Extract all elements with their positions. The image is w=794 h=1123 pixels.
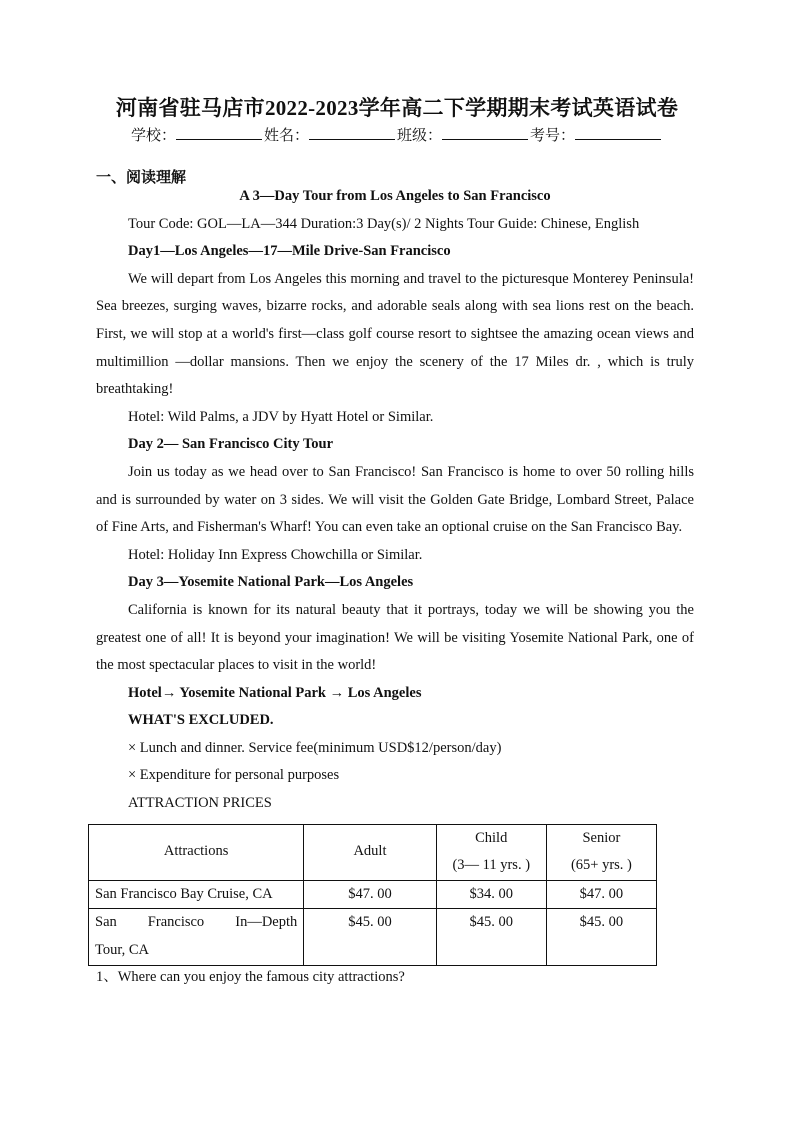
table-row: [89, 880, 657, 909]
day3-heading: Day 3—Yosemite National Park—Los Angeles: [128, 574, 414, 591]
day2-hotel: Hotel: Holiday Inn Express Chowchilla or Similar.: [128, 546, 423, 563]
question-1: 1、Where can you enjoy the famous city attractions?: [96, 968, 405, 985]
excluded-item-1: × Lunch and dinner. Service fee(minimum USD$12/person/day): [128, 739, 502, 756]
row-attraction-name: San Francisco Bay Cruise, CA: [89, 880, 304, 909]
excluded-heading: WHAT'S EXCLUDED.: [128, 712, 274, 729]
row-senior-price: $47. 00: [546, 880, 656, 909]
number-label: 考号：: [530, 128, 576, 144]
day1-heading: Day1—Los Angeles—17—Mile Drive-San Francisco: [128, 243, 451, 260]
route-line: Hotel→ Yosemite National Park → Los Angeles: [128, 684, 422, 701]
table-row: [89, 909, 657, 965]
header-attractions: Attractions: [89, 824, 304, 880]
row-adult-price: $47. 00: [304, 880, 436, 909]
name-label: 姓名：: [263, 128, 309, 144]
header-senior-age: (65+ yrs. ): [570, 857, 632, 874]
day2-heading: Day 2— San Francisco City Tour: [128, 436, 334, 453]
section-heading: 一、阅读理解: [96, 170, 187, 186]
row-adult-price: $45. 00: [304, 909, 436, 965]
passage-title: A 3—Day Tour from Los Angeles to San Francisco: [239, 188, 551, 204]
attraction-prices-table: [88, 824, 657, 966]
school-label: 学校：: [130, 128, 176, 144]
row-attraction-name: San Francisco In—Depth Tour, CA: [89, 909, 304, 965]
header-senior: [546, 824, 656, 880]
row-child-price: $45. 00: [436, 909, 546, 965]
header-child: [436, 824, 546, 880]
header-child-label: Child: [475, 829, 508, 846]
header-adult: Adult: [304, 824, 436, 880]
day1-text: We will depart from Los Angeles this morning and travel to the picturesque Monterey Peninsula! Sea breezes, surging waves, bizarre rocks, and adorable seals along with sea lions rest on the beach. First, we will stop at a world's first—class golf course resort to sightsee the amazing ocean views and multimillion —dollar mansions. Then we enjoy the scenery of the 17 Miles dr. , which is truly breathtaking!: [96, 270, 694, 398]
excluded-item-2: × Expenditure for personal purposes: [128, 767, 340, 784]
day2-text: Join us today as we head over to San Francisco! San Francisco is home to over 50 rolling hills and is surrounded by water on 3 sides. We will visit the Golden Gate Bridge, Lombard Street, Palace of Fine Arts, and Fisherman's Wharf! You can even take an optional cruise on the San Francisco Bay.: [96, 463, 694, 536]
class-blank[interactable]: [442, 125, 528, 140]
tour-info: Tour Code: GOL—LA—344 Duration:3 Day(s)/ 2 Nights Tour Guide: Chinese, English: [128, 215, 640, 232]
header-child-age: (3— 11 yrs. ): [452, 857, 531, 874]
row-child-price: $34. 00: [436, 880, 546, 909]
day3-text: California is known for its natural beauty that it portrays, today we will be showing you the greatest one of all! It is beyond your imagination! We will be visiting Yosemite National Park, one of the most spectacular places to visit in the world!: [96, 601, 694, 674]
header-senior-label: Senior: [582, 829, 621, 846]
prices-heading: ATTRACTION PRICES: [128, 795, 272, 812]
day1-hotel: Hotel: Wild Palms, a JDV by Hyatt Hotel or Similar.: [128, 408, 434, 425]
exam-title: 河南省驻马店市2022-2023学年高二下学期期末考试英语试卷: [115, 96, 679, 120]
row-senior-price: $45. 00: [546, 909, 656, 965]
number-blank[interactable]: [575, 125, 661, 140]
passage-content: [96, 183, 694, 991]
class-label: 班级：: [397, 128, 443, 144]
name-blank[interactable]: [309, 125, 395, 140]
table-header-row: [89, 824, 657, 880]
student-info-line: [0, 124, 794, 145]
school-blank[interactable]: [176, 125, 262, 140]
